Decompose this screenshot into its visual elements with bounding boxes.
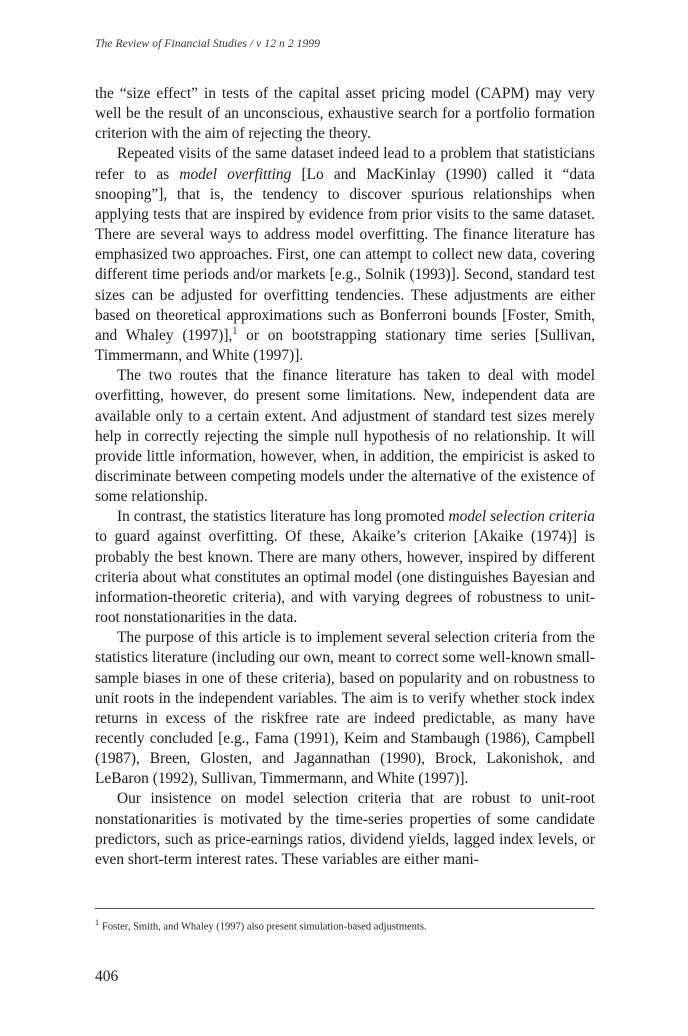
running-head: The Review of Financial Studies / v 12 n 2 1999 (95, 38, 321, 50)
paragraph-1: the “size effect” in tests of the capital asset pricing model (CAPM) may very well be the result of an unconscious, exhaustive search for a portfolio formation criterion with the aim of rejecting the theory. (95, 85, 595, 143)
page-number: 406 (95, 968, 119, 985)
paragraph-4: In contrast, the statistics literature has long promoted model selection criteria to guard against overfitting. Of these, Akaike’s criterion [Akaike (1974)] is probably the best known. There are many others, however, inspired by different criteria about what constitutes an optimal model (one distinguishes Bayesian and information-theoretic criteria), and with varying degrees of robustness to unit-root nonstationarities in the data. (95, 508, 595, 627)
italic-term: model selection criteria (448, 508, 595, 526)
footnote-marker: 1 (95, 918, 99, 927)
paragraph-3: The two routes that the finance literature has taken to deal with model overfitting, however, do present some limitations. New, independent data are available only to a certain extent. And adjustment of standard test sizes merely help in correctly rejecting the simple null hypothesis of no relationship. It will provide little information, however, when, in addition, the empiricist is asked to discriminate between competing models under the alternative of the existence of some relationship. (95, 367, 595, 506)
footnote-reference: 1 (232, 325, 238, 337)
footnote-divider (95, 908, 595, 909)
paragraph-6: Our insistence on model selection criteria that are robust to unit-root nonstationarities is motivated by the time-series properties of some candidate predictors, such as price-earnings ratios, dividend yields, lagged index levels, or even short-term interest rates. These variables are either mani- (95, 790, 595, 868)
paragraph-5: The purpose of this article is to implement several selection criteria from the statistics literature (including our own, meant to correct some well-known small-sample biases in one of these criteria), based on popularity and on robustness to unit roots in the independent variables. The aim is to verify whether stock index returns in excess of the riskfree rate are indeed predictable, as many have recently concluded [e.g., Fama (1991), Keim and Stambaugh (1986), Campbell (1987), Breen, Glosten, and Jagannathan (1990), Brock, Lakonishok, and LeBaron (1992), Sullivan, Timmermann, and White (1997)]. (95, 629, 595, 788)
footnote (95, 916, 595, 935)
italic-term: model overfitting (179, 165, 292, 183)
body-text (95, 84, 595, 870)
paragraph-2: Repeated visits of the same dataset indeed lead to a problem that statisticians refer to as model overfitting [Lo and MacKinlay (1990) called it “data snooping”], that is, the tendency to discover spurious relationships when applying tests that are inspired by evidence from prior visits to the same dataset. There are several ways to address model overfitting. The finance literature has emphasized two approaches. First, one can attempt to collect new data, covering different time periods and/or markets [e.g., Solnik (1993)]. Second, standard test sizes can be adjusted for overfitting tendencies. These adjustments are either based on theoretical approximations such as Bonferroni bounds [Foster, Smith, and Whaley (1997)],$^1$ or on bootstrapping stationary time series [Sullivan, Timmermann, and White (1997)]. (95, 145, 596, 365)
footnote-text: Foster, Smith, and Whaley (1997) also present simulation-based adjustments. (102, 921, 427, 933)
